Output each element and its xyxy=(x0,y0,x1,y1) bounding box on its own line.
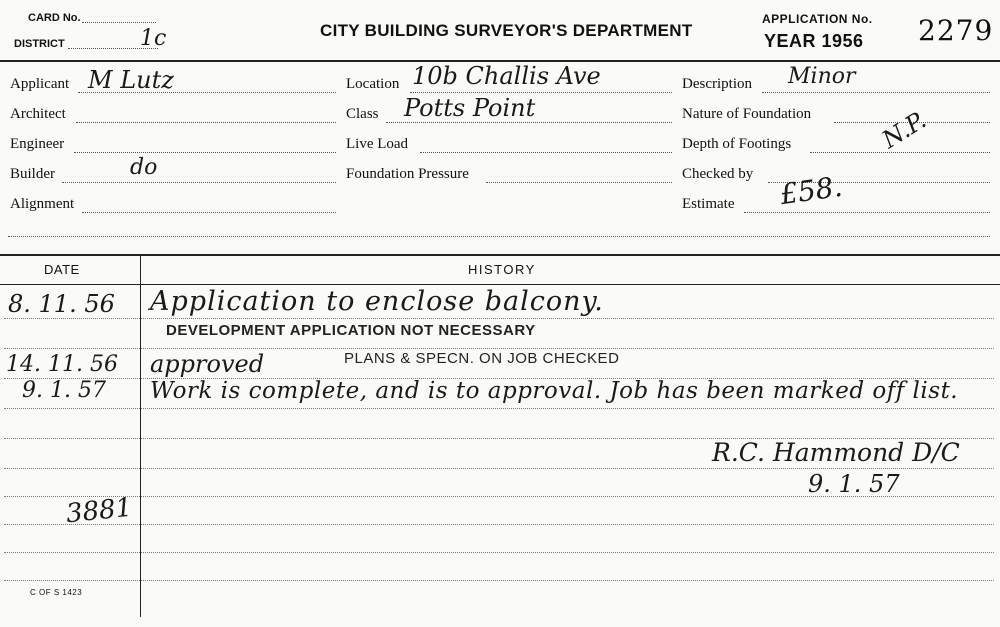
nature-of-foundation-label: Nature of Foundation xyxy=(682,106,812,122)
blank-field-line xyxy=(8,236,990,237)
location-label: Location xyxy=(346,76,400,92)
date-column-header: DATE xyxy=(44,262,80,277)
depth-of-footings-line xyxy=(810,152,990,153)
alignment-label: Alignment xyxy=(10,196,75,212)
ruled-line xyxy=(4,408,994,409)
application-label: APPLICATION No. xyxy=(762,12,873,26)
class-value: Potts Point xyxy=(404,94,536,122)
ruled-line xyxy=(4,580,994,581)
form-number: C OF S 1423 xyxy=(30,588,83,597)
description-label: Description xyxy=(682,76,752,92)
plans-checked-stamp: PLANS & SPECN. ON JOB CHECKED xyxy=(344,350,620,367)
builder-value: do xyxy=(130,155,158,180)
engineer-label: Engineer xyxy=(10,136,65,152)
card-no-line xyxy=(82,22,156,23)
date-column-divider xyxy=(140,255,141,617)
engineer-line xyxy=(74,152,336,153)
architect-label: Architect xyxy=(10,106,66,122)
estimate-line xyxy=(744,212,990,213)
application-number: 2279 xyxy=(918,14,994,47)
ruled-line xyxy=(4,524,994,525)
description-value: Minor xyxy=(788,64,856,89)
history-header-rule xyxy=(0,284,1000,285)
location-line xyxy=(410,92,672,93)
description-line xyxy=(762,92,990,93)
signature: R.C. Hammond D/C xyxy=(712,438,960,467)
class-label: Class xyxy=(346,106,379,122)
signature-date: 9. 1. 57 xyxy=(808,470,900,498)
history-text: Application to enclose balcony. xyxy=(150,286,604,317)
ruled-line xyxy=(4,468,994,469)
ruled-line xyxy=(4,348,994,349)
builder-line xyxy=(62,182,336,183)
year-label: YEAR 1956 xyxy=(764,31,864,51)
ruled-line xyxy=(4,318,994,319)
live-load-label: Live Load xyxy=(346,136,409,152)
history-text: approved xyxy=(150,350,265,378)
builder-label: Builder xyxy=(10,166,55,182)
foundation-pressure-label: Foundation Pressure xyxy=(346,166,469,182)
location-value: 10b Challis Ave xyxy=(412,62,601,90)
alignment-line xyxy=(82,212,336,213)
depth-of-footings-label: Depth of Footings xyxy=(682,136,792,152)
development-application-stamp: DEVELOPMENT APPLICATION NOT NECESSARY xyxy=(166,322,536,339)
margin-note: 3881 xyxy=(64,492,134,530)
foundation-pressure-line xyxy=(486,182,672,183)
applicant-label: Applicant xyxy=(10,76,70,92)
district-label: DISTRICT xyxy=(14,38,65,50)
live-load-line xyxy=(420,152,672,153)
history-date: 9. 1. 57 xyxy=(22,378,106,403)
card-no-label: CARD No. xyxy=(28,12,81,24)
district-value: 1c xyxy=(140,26,167,51)
applicant-value: M Lutz xyxy=(88,66,174,94)
class-line xyxy=(386,122,672,123)
history-column-header: HISTORY xyxy=(468,262,536,277)
history-text: Work is complete, and is to approval. Job has been marked off list. xyxy=(150,378,959,404)
architect-line xyxy=(76,122,336,123)
depth-of-footings-value: N.P. xyxy=(877,105,932,154)
department-title: CITY BUILDING SURVEYOR'S DEPARTMENT xyxy=(320,21,693,40)
history-date: 14. 11. 56 xyxy=(6,352,118,377)
history-date: 8. 11. 56 xyxy=(8,290,115,318)
ruled-line xyxy=(4,552,994,553)
estimate-label: Estimate xyxy=(682,196,735,212)
checked-by-label: Checked by xyxy=(682,166,754,182)
estimate-value: £58. xyxy=(778,169,845,212)
fields-divider xyxy=(0,254,1000,256)
